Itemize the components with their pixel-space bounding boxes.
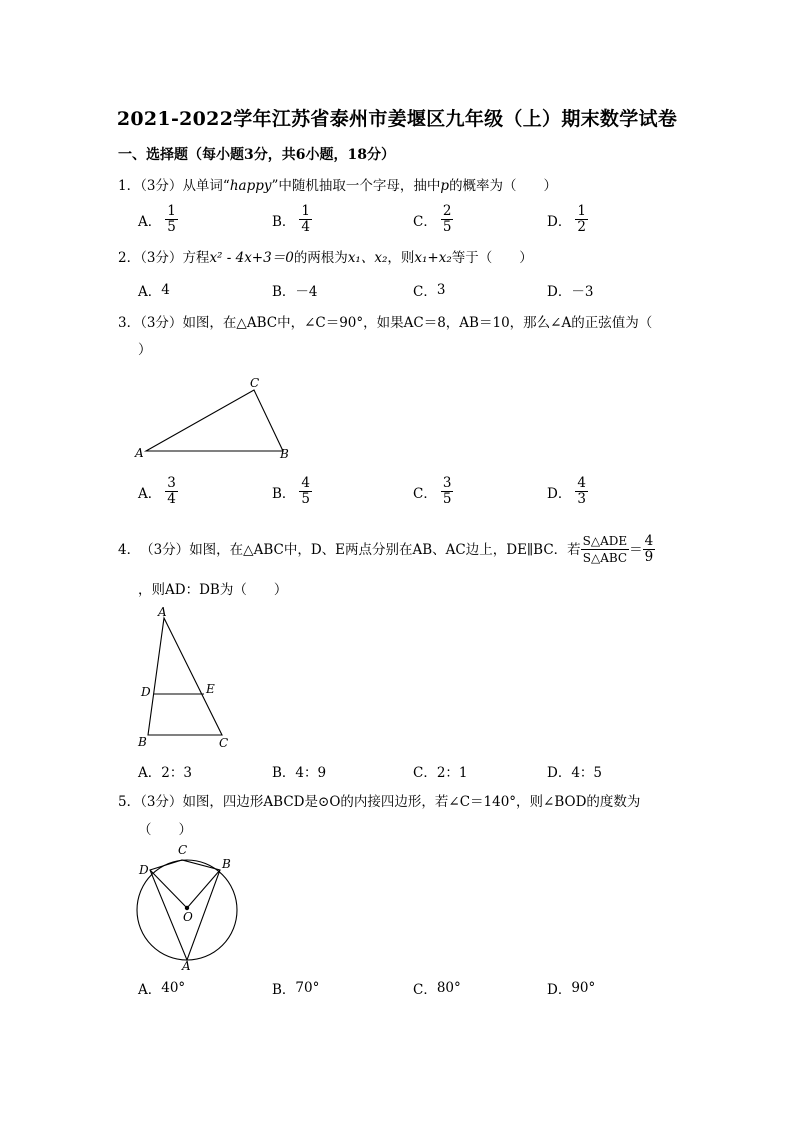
- q1-option-b[interactable]: B． $\frac{1}{4}$: [272, 203, 311, 235]
- q2-text-a: 方程: [182, 250, 210, 266]
- q2-option-c[interactable]: C． 3: [413, 282, 446, 300]
- q5-segment-ob: [187, 870, 220, 908]
- q4-option-d[interactable]: D． 4：5: [547, 765, 603, 781]
- q3-label-b: B: [280, 447, 289, 461]
- q5-score: （3分）: [140, 794, 183, 810]
- q1-score: （3分）: [140, 178, 183, 194]
- q1-text-c: 的概率为（ ）: [449, 178, 558, 194]
- q4-option-c[interactable]: C． 2：1: [413, 765, 468, 781]
- q2-option-b[interactable]: B． －4: [272, 284, 318, 300]
- q3-score: （3分）: [140, 315, 183, 331]
- q3-option-a[interactable]: A． $\frac{3}{4}$: [138, 475, 176, 507]
- q4-fraction: $\frac{4}{9}$: [644, 533, 654, 565]
- question-4: [118, 533, 655, 566]
- q4-equals: ＝: [629, 541, 643, 558]
- q5-number: 5．: [118, 794, 141, 810]
- q4-option-b[interactable]: B． 4：9: [272, 765, 327, 781]
- q4-triangle: [148, 618, 222, 735]
- q2-text-d: 等于（ ）: [451, 250, 533, 266]
- q5-label-c: C: [178, 843, 188, 857]
- q2-option-d[interactable]: D． －3: [547, 284, 594, 300]
- question-2: [118, 248, 533, 268]
- q3-label-c: C: [250, 376, 260, 390]
- question-1: [118, 176, 557, 196]
- q4-area-ratio: $\frac{\text{S△ADE}}{\text{S△ABC}}$: [582, 534, 628, 565]
- q4-label-c: C: [219, 736, 229, 750]
- q5-option-a[interactable]: A． 40°: [138, 980, 186, 998]
- q5-option-c[interactable]: C． 80°: [413, 980, 461, 998]
- q2-number: 2．: [118, 250, 141, 266]
- q3-label-a: A: [135, 446, 144, 460]
- q4-option-a[interactable]: A． 2：3: [138, 765, 192, 781]
- q4-label-e: E: [206, 682, 215, 696]
- q4-label-d: D: [141, 685, 151, 699]
- q1-text-b: ”中随机抽取一个字母，抽中: [271, 178, 441, 194]
- q2-score: （3分）: [140, 250, 183, 266]
- q2-text-b: 的两根为: [293, 250, 348, 266]
- question-5: [118, 792, 640, 812]
- q1-text-a: 从单词“: [182, 178, 230, 194]
- q1-letter: p: [440, 178, 450, 194]
- q4-score: （3分）: [140, 541, 190, 558]
- q4-text: 如图，在△ABC中，D、E两点分别在AB、AC边上，DE∥BC．若: [189, 541, 581, 558]
- q1-option-a[interactable]: A． $\frac{1}{5}$: [138, 203, 176, 235]
- q5-option-b[interactable]: B． 70°: [272, 980, 320, 998]
- section-heading: 一、选择题（每小题3分，共6小题，18分）: [118, 147, 395, 163]
- q5-text-cont: （ ）: [138, 822, 192, 838]
- q5-circle-figure: [130, 840, 250, 970]
- q4-number: 4．: [118, 541, 141, 558]
- q2-option-a[interactable]: A． 4: [138, 282, 170, 300]
- q3-text-cont: ）: [138, 342, 152, 358]
- q5-label-o: O: [183, 910, 193, 924]
- q3-triangle-figure: [132, 372, 312, 462]
- q4-text-cont: ，则AD：DB为（ ）: [138, 582, 288, 598]
- q1-option-d[interactable]: D． $\frac{1}{2}$: [547, 203, 586, 235]
- q1-option-c[interactable]: C． $\frac{2}{5}$: [413, 203, 452, 235]
- q1-number: 1．: [118, 178, 141, 194]
- q4-label-b: B: [138, 735, 147, 749]
- q3-option-d[interactable]: D． $\frac{4}{3}$: [547, 475, 586, 507]
- q2-sum: x₁+x₂: [414, 250, 452, 266]
- q5-text: 如图，四边形ABCD是⊙O的内接四边形，若∠C＝140°，则∠BOD的度数为: [182, 794, 641, 810]
- q3-triangle: [146, 390, 283, 451]
- q5-label-d: D: [139, 863, 149, 877]
- q5-label-b: B: [222, 857, 231, 871]
- q3-text: 如图，在△ABC中，∠C＝90°，如果AC＝8，AB＝10，那么∠A的正弦值为（: [182, 315, 653, 331]
- q2-equation: x² - 4x+3＝0: [209, 250, 294, 266]
- exam-title: 2021-2022学年江苏省泰州市姜堰区九年级（上）期末数学试卷: [116, 108, 678, 130]
- question-3: [118, 313, 652, 333]
- q5-segment-od: [150, 870, 187, 908]
- q2-roots: x₁、x₂: [347, 250, 388, 266]
- q3-option-b[interactable]: B． $\frac{4}{5}$: [272, 475, 311, 507]
- q4-triangle-figure: [134, 604, 244, 750]
- q3-number: 3．: [118, 315, 141, 331]
- q3-option-c[interactable]: C． $\frac{3}{5}$: [413, 475, 452, 507]
- q5-label-a: A: [182, 959, 191, 970]
- q5-option-d[interactable]: D． 90°: [547, 980, 596, 998]
- q4-label-a: A: [158, 605, 167, 619]
- q2-text-c: ，则: [387, 250, 415, 266]
- q1-word: happy: [229, 178, 272, 194]
